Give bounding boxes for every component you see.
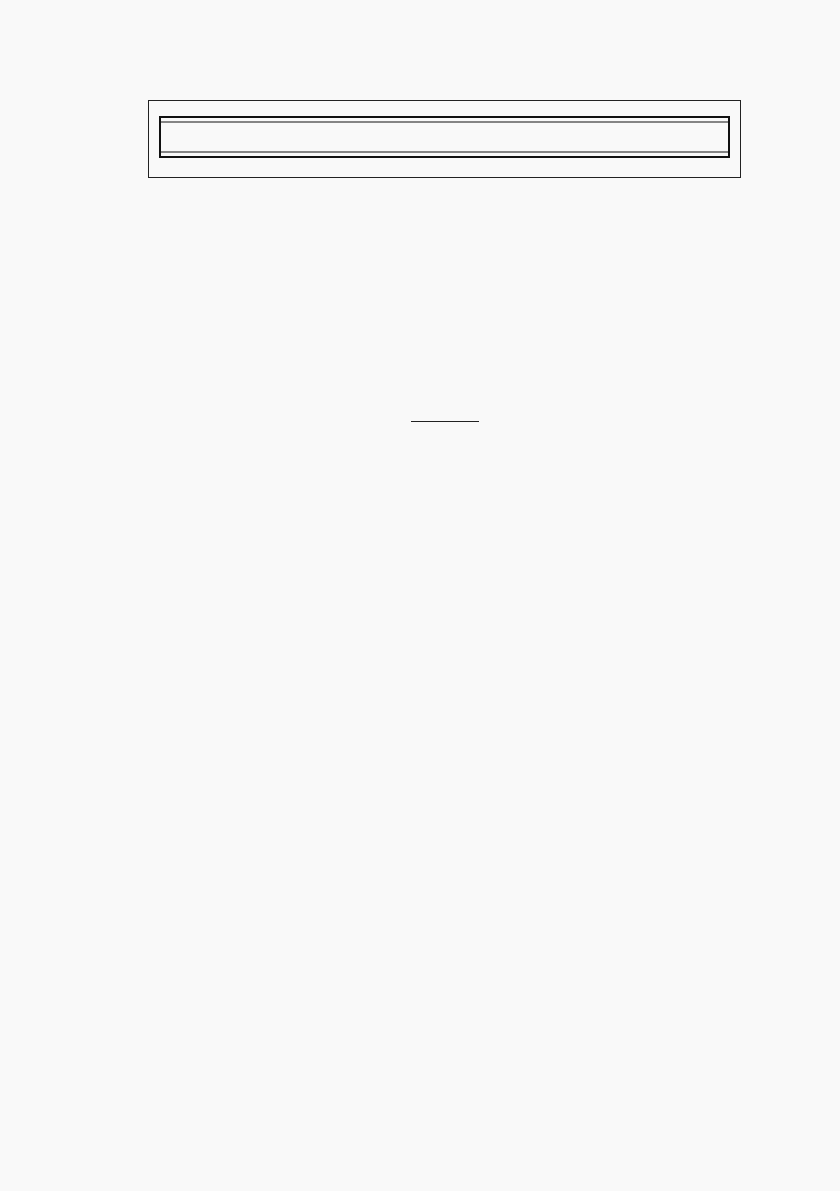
- ornamental-header-band: [148, 100, 741, 178]
- heading-rule: [411, 421, 479, 422]
